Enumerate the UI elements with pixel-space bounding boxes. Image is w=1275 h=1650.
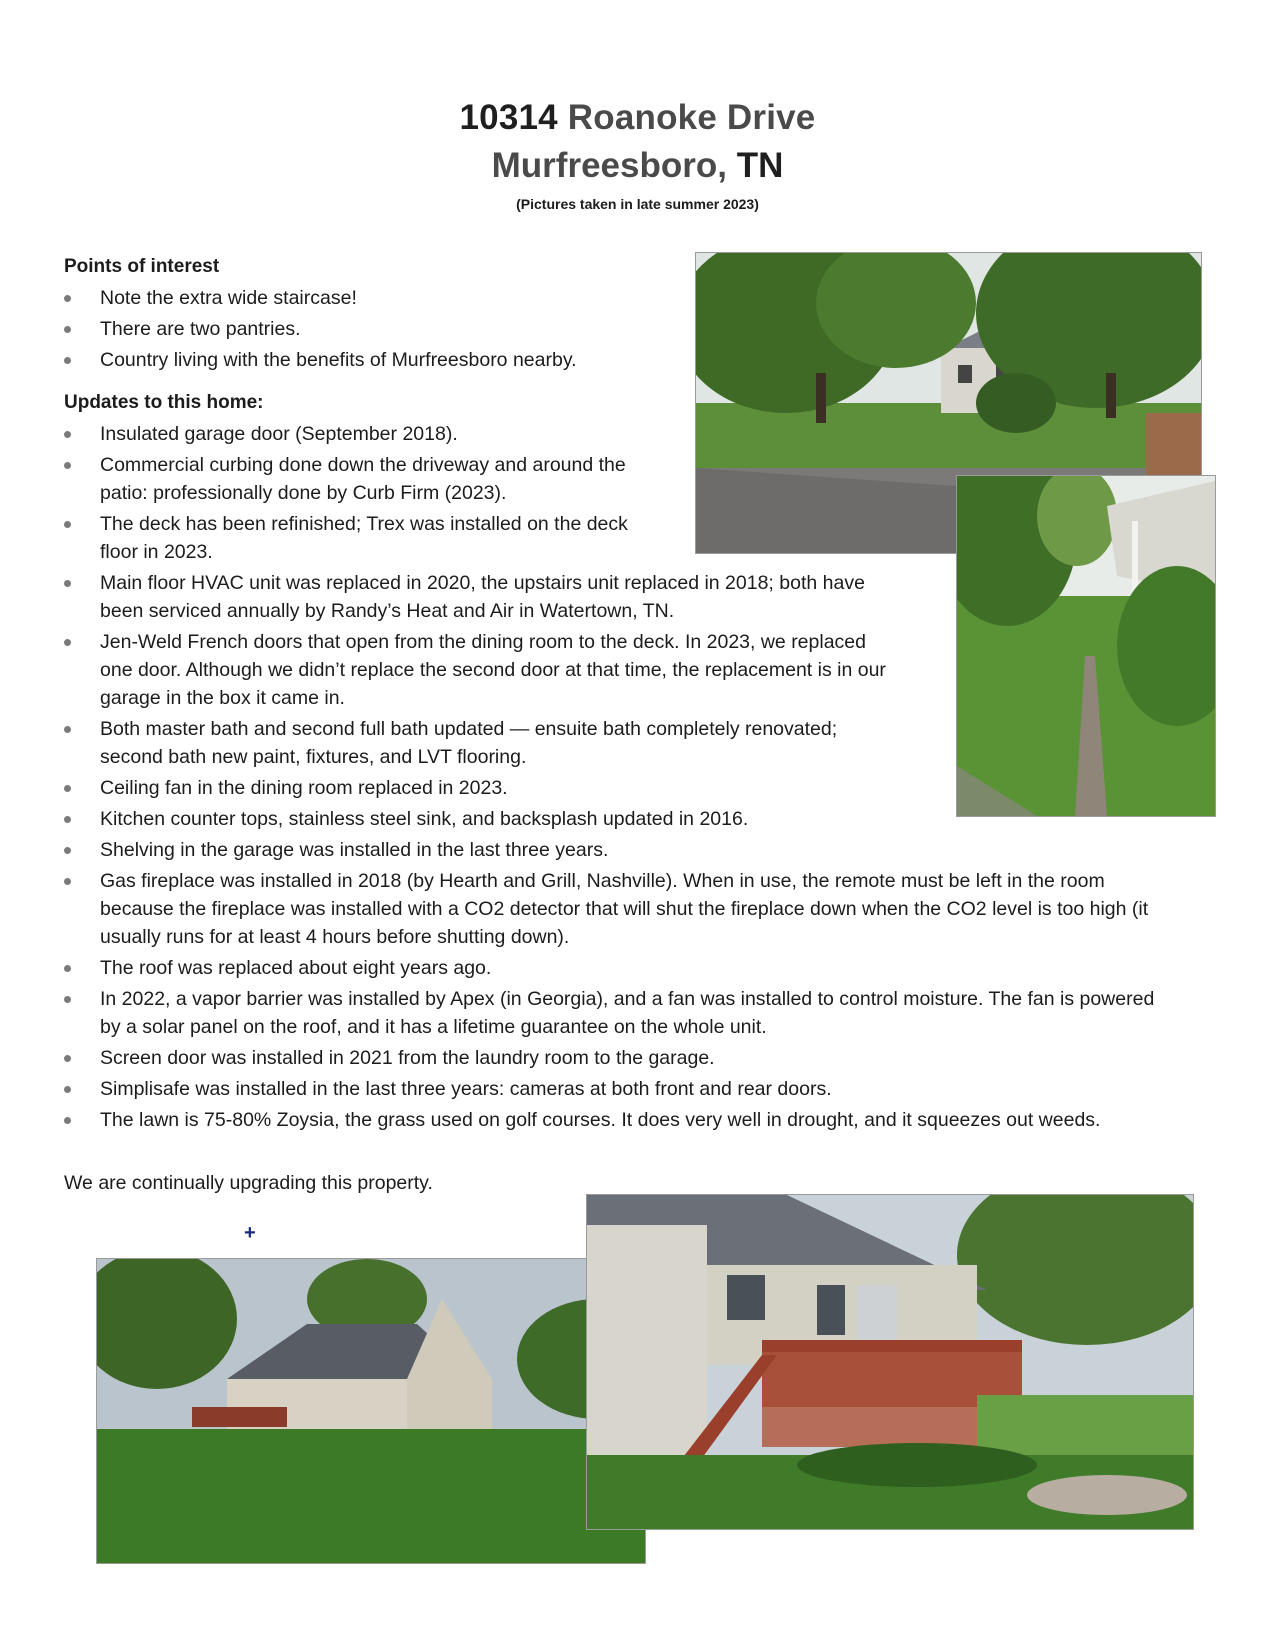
side-path-photo <box>956 475 1216 817</box>
list-item: Insulated garage door (September 2018). <box>64 420 670 448</box>
list-item: The roof was replaced about eight years ago. <box>64 954 1180 982</box>
list-item: Jen-Weld French doors that open from the dining room to the deck. In 2023, we replaced one door. Although we didn’t replace the second door at that time, the replacement is in our garage in the box it came in. <box>64 628 900 712</box>
list-item: Main floor HVAC unit was replaced in 2020, the upstairs unit replaced in 2018; both have been serviced annually by Randy’s Heat and Air in Watertown, TN. <box>64 569 900 625</box>
list-item: The lawn is 75-80% Zoysia, the grass used on golf courses. It does very well in drought, and it squeezes out weeds. <box>64 1106 1200 1134</box>
deck-photo <box>586 1194 1194 1530</box>
state-name: TN <box>736 146 784 185</box>
closing-statement: We are continually upgrading this property. <box>64 1172 433 1194</box>
list-item: Ceiling fan in the dining room replaced in 2023. <box>64 774 1180 802</box>
list-item: Shelving in the garage was installed in the last three years. <box>64 836 1180 864</box>
list-item: Gas fireplace was installed in 2018 (by Hearth and Grill, Nashville). When in use, the remote must be left in the room because the fireplace was installed with a CO2 detector that will shut the fireplace down when the CO2 level is too high (it usually runs for at least 4 hours before shutting down). <box>64 867 1180 951</box>
rear-house-photo <box>96 1258 646 1564</box>
list-item: In 2022, a vapor barrier was installed by Apex (in Georgia), and a fan was installed to control moisture. The fan is powered by a solar panel on the roof, and it has a lifetime guarantee on the whole unit. <box>64 985 1180 1041</box>
photo-date-note: (Pictures taken in late summer 2023) <box>516 196 759 212</box>
updates-heading: Updates to this home: <box>64 392 264 413</box>
list-item: There are two pantries. <box>64 315 664 343</box>
list-item: Both master bath and second full bath updated — ensuite bath completely renovated; second bath new paint, fixtures, and LVT flooring. <box>64 715 900 771</box>
points-heading: Points of interest <box>64 256 220 277</box>
list-item: Screen door was installed in 2021 from the laundry room to the garage. <box>64 1044 1180 1072</box>
list-item: Note the extra wide staircase! <box>64 284 664 312</box>
list-item: Kitchen counter tops, stainless steel sink, and backsplash updated in 2016. <box>64 805 1180 833</box>
list-item: Commercial curbing done down the driveway and around the patio: professionally done by Curb Firm (2023). <box>64 451 670 507</box>
list-item: Country living with the benefits of Murfreesboro nearby. <box>64 346 664 374</box>
address-line <box>0 98 1275 138</box>
address-street: Roanoke Drive <box>567 98 816 137</box>
city-name: Murfreesboro, <box>491 146 727 185</box>
address-number: 10314 <box>459 98 558 137</box>
list-item: Simplisafe was installed in the last three years: cameras at both front and rear doors. <box>64 1075 1180 1103</box>
list-item: The deck has been refinished; Trex was installed on the deck floor in 2023. <box>64 510 670 566</box>
pen-mark: + <box>244 1222 256 1244</box>
city-line <box>0 146 1275 186</box>
points-list <box>64 284 664 377</box>
